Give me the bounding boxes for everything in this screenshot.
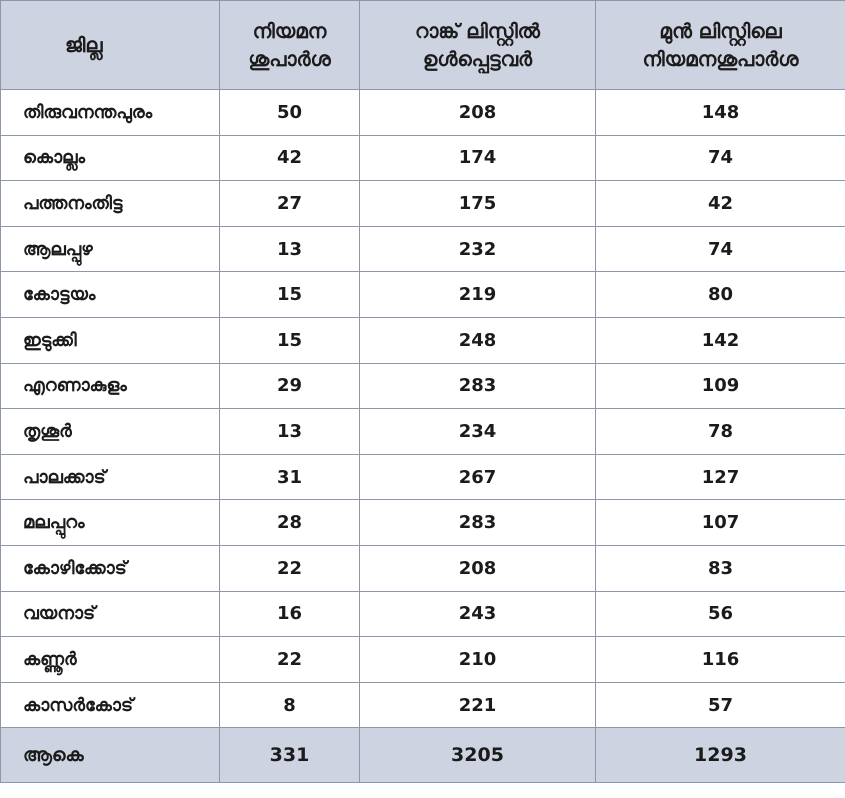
- district-name: പത്തനംതിട്ട: [1, 181, 220, 227]
- previous-list-cell: 83: [596, 545, 845, 591]
- rank-list-cell: 243: [360, 591, 596, 637]
- recommendations-cell: 13: [220, 226, 360, 272]
- recommendations-cell: 15: [220, 272, 360, 318]
- recommendations-cell: 22: [220, 545, 360, 591]
- header-previous-list: [596, 1, 845, 90]
- district-name: തിരുവനന്തപുരം: [1, 90, 220, 136]
- recommendations-cell: 31: [220, 454, 360, 500]
- rank-list-cell: 208: [360, 90, 596, 136]
- recommendations-cell: 16: [220, 591, 360, 637]
- total-label: ആകെ: [1, 728, 220, 783]
- header-recommendations-line-1: നിയമന: [252, 19, 327, 43]
- header-recommendations-line-2: ശുപാർശ: [248, 47, 331, 71]
- previous-list-cell: 56: [596, 591, 845, 637]
- previous-list-cell: 74: [596, 135, 845, 181]
- district-name: കോഴിക്കോട്: [1, 545, 220, 591]
- district-name: വയനാട്: [1, 591, 220, 637]
- rank-list-cell: 208: [360, 545, 596, 591]
- table-row: [1, 591, 845, 637]
- header-rank-list-line-1: റാങ്ക് ലിസ്റ്റിൽ: [415, 19, 540, 43]
- rank-list-cell: 267: [360, 454, 596, 500]
- header-district: [1, 1, 220, 90]
- previous-list-cell: 107: [596, 500, 845, 546]
- table-row: [1, 226, 845, 272]
- recommendations-cell: 28: [220, 500, 360, 546]
- total-previous-list: 1293: [596, 728, 845, 783]
- district-name: കണ്ണൂർ: [1, 637, 220, 683]
- table-row: [1, 135, 845, 181]
- district-name: പാലക്കാട്: [1, 454, 220, 500]
- table-row: [1, 317, 845, 363]
- table-row: [1, 545, 845, 591]
- table-row: [1, 409, 845, 455]
- table-row: [1, 682, 845, 728]
- rank-list-cell: 210: [360, 637, 596, 683]
- header-rank-list-line-2: ഉൾപ്പെട്ടവർ: [422, 47, 533, 71]
- previous-list-cell: 127: [596, 454, 845, 500]
- header-district-line: ജില്ല: [65, 33, 103, 57]
- district-name: കൊല്ലം: [1, 135, 220, 181]
- recommendations-cell: 50: [220, 90, 360, 136]
- district-name: തൃശൂർ: [1, 409, 220, 455]
- recommendations-cell: 8: [220, 682, 360, 728]
- district-name: ആലപ്പുഴ: [1, 226, 220, 272]
- previous-list-cell: 57: [596, 682, 845, 728]
- table-row: [1, 181, 845, 227]
- district-name: മലപ്പുറം: [1, 500, 220, 546]
- previous-list-cell: 78: [596, 409, 845, 455]
- header-recommendations: [220, 1, 360, 90]
- table-row: [1, 90, 845, 136]
- table-body: [1, 90, 845, 728]
- previous-list-cell: 109: [596, 363, 845, 409]
- recommendations-cell: 42: [220, 135, 360, 181]
- header-previous-list-line-1: മുൻ ലിസ്റ്റിലെ: [659, 19, 782, 43]
- district-name: കോട്ടയം: [1, 272, 220, 318]
- table-header: [1, 1, 845, 90]
- recommendations-cell: 13: [220, 409, 360, 455]
- rank-list-cell: 248: [360, 317, 596, 363]
- table-row: [1, 637, 845, 683]
- rank-list-cell: 175: [360, 181, 596, 227]
- table-footer: [1, 728, 845, 783]
- rank-list-cell: 283: [360, 500, 596, 546]
- rank-list-cell: 219: [360, 272, 596, 318]
- rank-list-cell: 232: [360, 226, 596, 272]
- previous-list-cell: 116: [596, 637, 845, 683]
- recommendations-cell: 22: [220, 637, 360, 683]
- district-name: കാസർകോട്: [1, 682, 220, 728]
- table-row: [1, 363, 845, 409]
- recommendations-cell: 29: [220, 363, 360, 409]
- rank-list-cell: 174: [360, 135, 596, 181]
- rank-list-cell: 221: [360, 682, 596, 728]
- table-row: [1, 272, 845, 318]
- previous-list-cell: 142: [596, 317, 845, 363]
- previous-list-cell: 80: [596, 272, 845, 318]
- header-rank-list: [360, 1, 596, 90]
- recommendations-cell: 27: [220, 181, 360, 227]
- header-previous-list-line-2: നിയമനശുപാർശ: [642, 47, 799, 71]
- rank-list-cell: 283: [360, 363, 596, 409]
- header-row: [1, 1, 845, 90]
- district-name: ഇടുക്കി: [1, 317, 220, 363]
- total-recommendations: 331: [220, 728, 360, 783]
- recommendations-cell: 15: [220, 317, 360, 363]
- previous-list-cell: 42: [596, 181, 845, 227]
- total-row: [1, 728, 845, 783]
- table-row: [1, 500, 845, 546]
- previous-list-cell: 148: [596, 90, 845, 136]
- table-row: [1, 454, 845, 500]
- total-rank-list: 3205: [360, 728, 596, 783]
- rank-list-cell: 234: [360, 409, 596, 455]
- district-name: എറണാകുളം: [1, 363, 220, 409]
- previous-list-cell: 74: [596, 226, 845, 272]
